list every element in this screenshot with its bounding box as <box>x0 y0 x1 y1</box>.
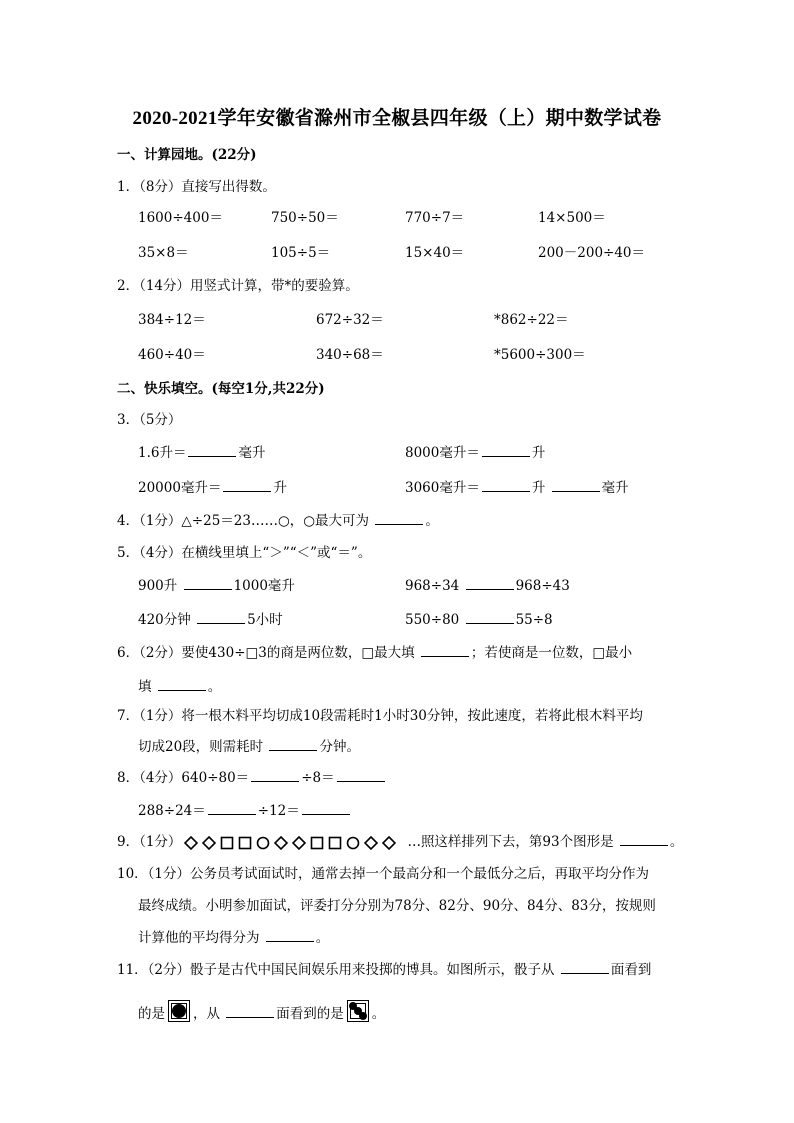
q4-text: 4．（1分）△÷25＝23……○，○最大可为 <box>117 513 370 529</box>
q10-line2: 最终成绩。小明参加面试，评委打分分别为78分、82分、90分、84分、83分，按规则 <box>138 898 656 914</box>
answer-blank[interactable] <box>561 961 609 974</box>
diamond-icon <box>383 837 395 849</box>
q5-b-pre: 968÷34 <box>405 578 460 594</box>
q10-line3 <box>138 928 329 948</box>
answer-blank[interactable] <box>158 678 206 691</box>
q6-line1 <box>117 643 632 663</box>
answer-blank[interactable] <box>466 577 514 590</box>
answer-blank[interactable] <box>251 769 299 782</box>
q11-text: 11．（2分）骰子是古代中国民间娱乐用来投掷的博具。如图所示，骰子从 <box>117 962 555 978</box>
q8-text-2: 288÷24＝ <box>138 803 206 819</box>
q6-text: 6．（2分）要使430÷□3的商是两位数，□最大填 <box>117 645 415 661</box>
q1-item: 1600÷400＝ <box>138 210 223 226</box>
q2-item: *862÷22＝ <box>494 312 569 328</box>
q8-line2 <box>138 801 352 821</box>
q2-item: *5600÷300＝ <box>494 347 586 363</box>
q1-item: 200－200÷40＝ <box>538 245 646 261</box>
square-icon <box>312 837 323 848</box>
q5-item-d <box>405 610 553 630</box>
q5-a-pre: 900升 <box>138 578 178 594</box>
answer-blank[interactable] <box>552 479 600 492</box>
square-icon <box>240 837 251 848</box>
diamond-icon <box>275 837 287 849</box>
q8-mid-2: ÷12＝ <box>257 803 300 819</box>
q2-item: 672÷32＝ <box>316 312 384 328</box>
q3-a-pre: 1.6升＝ <box>138 445 187 461</box>
answer-blank[interactable] <box>482 479 530 492</box>
q7-line2 <box>138 737 360 757</box>
q11-text-5: 面看到的是 <box>276 1006 344 1022</box>
square-icon <box>330 837 341 848</box>
answer-blank[interactable] <box>184 577 232 590</box>
answer-blank[interactable] <box>375 512 423 525</box>
q9 <box>117 832 683 852</box>
q11-text-3: 的是 <box>138 1006 165 1022</box>
q3-item-c <box>138 478 287 498</box>
q6-text-2: ；若使商是一位数，□最小 <box>470 645 633 661</box>
dice-pip <box>172 1004 186 1018</box>
q3-b-post: 升 <box>531 445 546 461</box>
q5-a-post: 1000毫升 <box>233 578 295 594</box>
q3-d-post: 毫升 <box>601 480 629 496</box>
q9-text: 9．（1分） <box>117 834 182 850</box>
q1-item: 750÷50＝ <box>271 210 339 226</box>
page-title: 2020-2021学年安徽省滁州市全椒县四年级（上）期中数学试卷 <box>132 108 662 129</box>
answer-blank[interactable] <box>269 738 317 751</box>
q6-line2 <box>138 677 221 697</box>
q10-post: 。 <box>315 930 330 946</box>
diamond-icon <box>293 837 305 849</box>
q2-label: 2．（14分）用竖式计算，带*的要验算。 <box>117 278 359 294</box>
q1-item: 770÷7＝ <box>405 210 465 226</box>
q1-label: 1．（8分）直接写出得数。 <box>117 179 276 195</box>
q2-item: 340÷68＝ <box>316 347 384 363</box>
circle-icon <box>348 837 359 848</box>
answer-blank[interactable] <box>226 1005 274 1018</box>
dice-one-icon <box>168 1000 190 1022</box>
answer-blank[interactable] <box>421 644 469 657</box>
q5-item-b <box>405 576 570 596</box>
q3-a-post: 毫升 <box>238 445 266 461</box>
shape-sequence <box>183 836 405 850</box>
q1-item: 14×500＝ <box>538 210 606 226</box>
diamond-icon <box>203 837 215 849</box>
q5-b-post: 968÷43 <box>515 578 570 594</box>
q3-d-mid: 升 <box>531 480 546 496</box>
q5-c-pre: 420分钟 <box>138 612 191 628</box>
answer-blank[interactable] <box>482 444 530 457</box>
q3-item-d <box>405 478 629 498</box>
q9-post: 。 <box>669 834 684 850</box>
q2-item: 384÷12＝ <box>138 312 206 328</box>
q3-item-a <box>138 443 265 463</box>
q3-d-pre: 3060毫升＝ <box>405 480 480 496</box>
answer-blank[interactable] <box>223 479 271 492</box>
q11-text-4: ，从 <box>193 1006 220 1022</box>
q4-post: 。 <box>425 513 439 529</box>
answer-blank[interactable] <box>197 611 245 624</box>
answer-blank[interactable] <box>337 769 385 782</box>
q6-text-3: 填 <box>138 679 152 695</box>
square-icon <box>222 837 233 848</box>
q6-text-4: 。 <box>207 679 222 695</box>
q11-line2 <box>138 1000 385 1024</box>
answer-blank[interactable] <box>302 802 350 815</box>
circle-icon <box>258 837 269 848</box>
diamond-icon <box>185 837 197 849</box>
answer-blank[interactable] <box>466 611 514 624</box>
q8-text: 8．（4分）640÷80＝ <box>117 770 250 786</box>
q3-b-pre: 8000毫升＝ <box>405 445 480 461</box>
q5-c-post: 5小时 <box>247 612 283 628</box>
q2-item: 460÷40＝ <box>138 347 206 363</box>
q4 <box>117 511 439 531</box>
answer-blank[interactable] <box>188 444 236 457</box>
q3-c-pre: 20000毫升＝ <box>138 480 222 496</box>
answer-blank[interactable] <box>620 833 668 846</box>
section-1-heading: 一、计算园地。(22分) <box>117 147 257 163</box>
answer-blank[interactable] <box>266 929 314 942</box>
q11-line1 <box>117 960 651 980</box>
q8-line1 <box>117 768 387 788</box>
q1-item: 15×40＝ <box>405 245 465 261</box>
q8-mid: ÷8＝ <box>301 770 335 786</box>
q7-post: 分钟。 <box>319 739 360 755</box>
q3-label: 3．（5分） <box>117 412 182 428</box>
diamond-icon <box>365 837 377 849</box>
q1-item: 105÷5＝ <box>271 245 331 261</box>
q5-d-pre: 550÷80 <box>405 612 460 628</box>
q10-text: 计算他的平均得分为 <box>138 930 260 946</box>
q5-item-a <box>138 576 295 596</box>
q5-label: 5．（4分）在横线里填上“＞”“＜”或“＝”。 <box>117 545 372 561</box>
q11-text-2: 面看到 <box>610 962 652 978</box>
q3-item-b <box>405 443 545 463</box>
q9-mid: …照这样排列下去，第93个图形是 <box>407 834 614 850</box>
dice-three-icon <box>347 1000 369 1022</box>
q7-line1: 7．（1分）将一根木料平均切成10段需耗时1小时30分钟，按此速度，若将此根木料平均 <box>117 708 643 724</box>
q3-c-post: 升 <box>273 480 287 496</box>
q11-text-6: 。 <box>371 1006 386 1022</box>
section-2-heading: 二、快乐填空。(每空1分,共22分) <box>117 381 325 397</box>
answer-blank[interactable] <box>208 802 256 815</box>
q10-line1: 10．（1分）公务员考试面试时，通常去掉一个最高分和一个最低分之后，再取平均分作为 <box>117 866 650 882</box>
q7-text: 切成20段，则需耗时 <box>138 739 264 755</box>
q1-item: 35×8＝ <box>138 245 189 261</box>
q5-d-post: 55÷8 <box>515 612 553 628</box>
q5-item-c <box>138 610 283 630</box>
